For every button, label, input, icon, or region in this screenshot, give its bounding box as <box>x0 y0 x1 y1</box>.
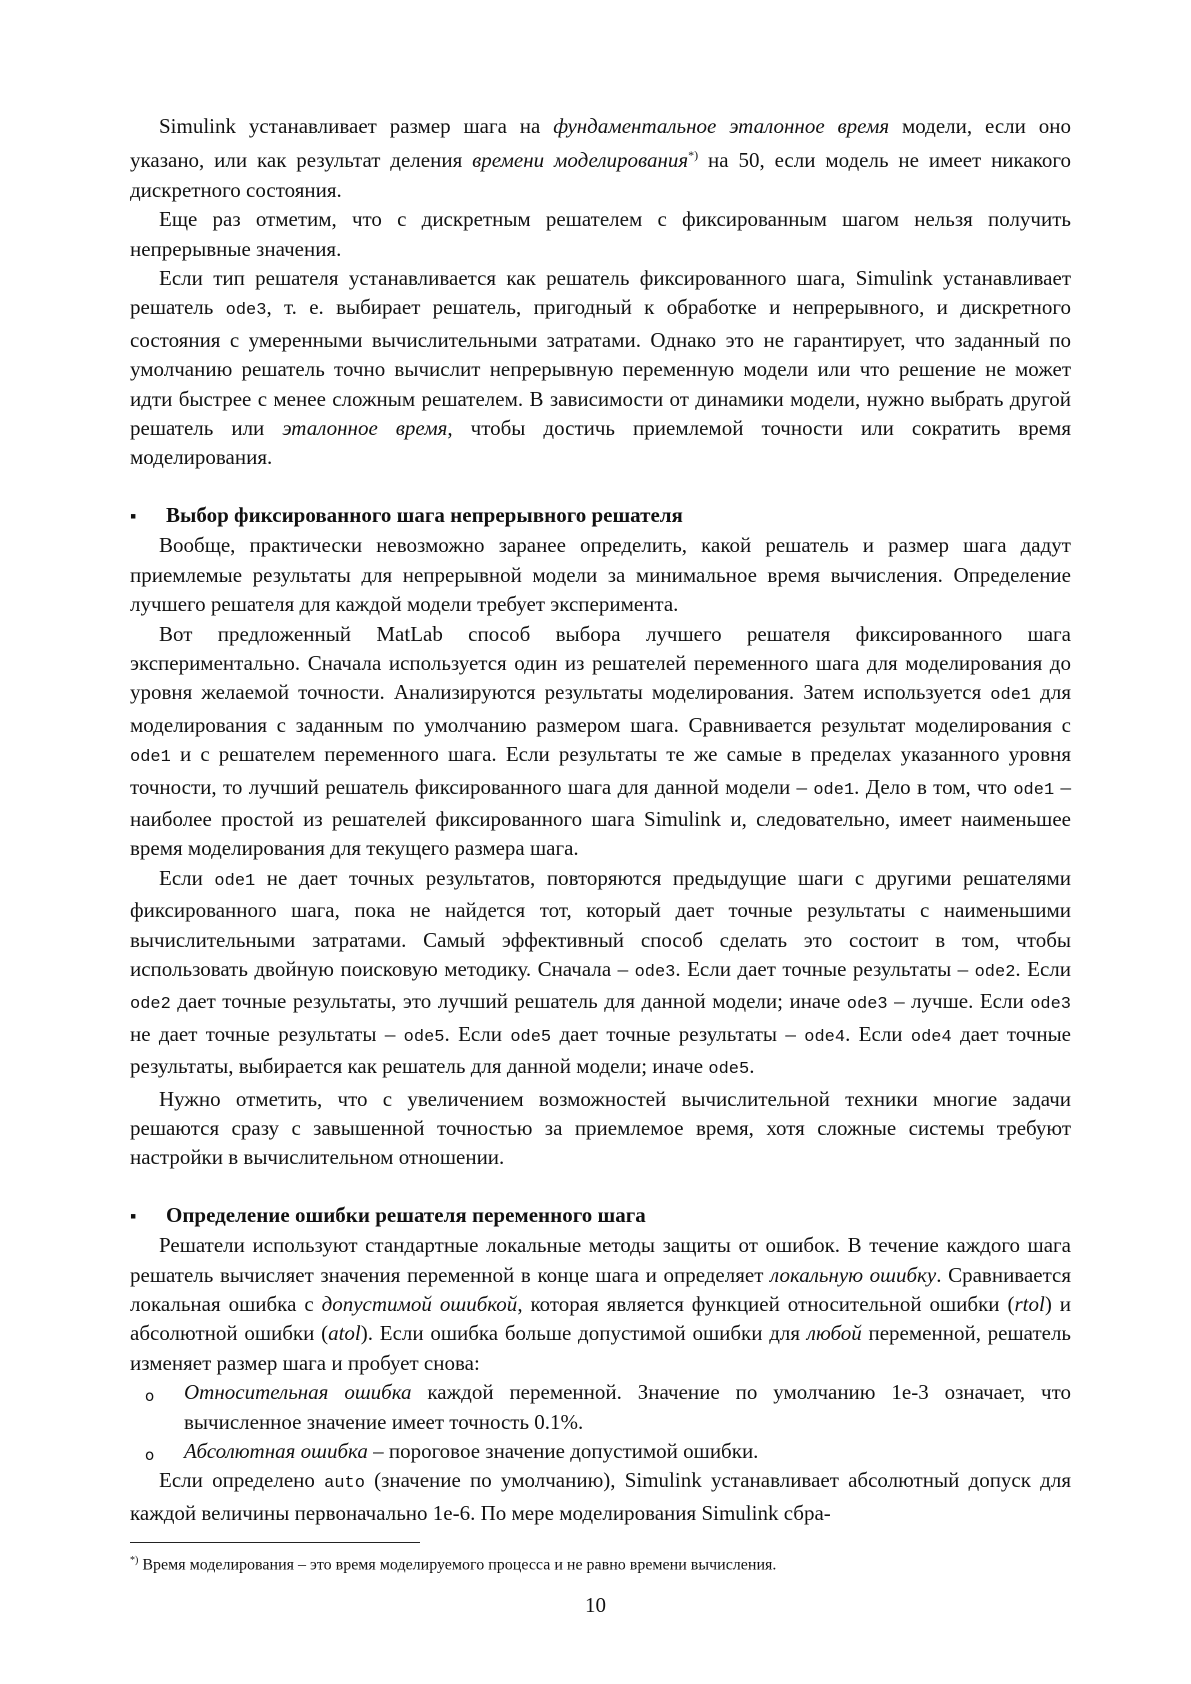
section-heading-variable-step-error <box>130 1201 1071 1231</box>
code-ode5: ode5 <box>708 1060 750 1080</box>
emphasis: Относительная ошибка <box>184 1380 412 1405</box>
paragraph-7: Нужно отметить, что с увеличением возможностей вычислительной техники многие задачи решаются сразу с завышенной точностью за приемлемое время, хотя сложные системы требуют настройки в вычислительном отношении. <box>130 1086 1071 1170</box>
paragraph-9 <box>130 1466 1071 1528</box>
text-run: для моделирования с заданным по умолчанию размером шага. Сравнивается результат моделирования с <box>130 680 1071 737</box>
text-run: Если <box>159 865 215 890</box>
code-ode2: ode2 <box>130 995 171 1015</box>
text-run: , чтобы достичь приемлемой точности или сократить время моделирования. <box>130 416 1072 470</box>
code-ode3: ode3 <box>634 962 676 982</box>
text-run: ) и абсолютной ошибки ( <box>130 1292 1071 1346</box>
code-ode1: ode1 <box>1013 780 1055 800</box>
paragraph-1 <box>130 112 1071 205</box>
heading-text: Определение ошибки решателя переменного шага <box>166 1202 646 1227</box>
text-run: дает точные результаты – <box>551 1021 805 1046</box>
text-run: , которая является функцией относительной ошибки ( <box>517 1292 1015 1317</box>
circle-bullet-icon: o <box>145 1387 155 1406</box>
paragraph-4: Вообще, практически невозможно заранее определить, какой решатель и размер шага дадут приемлемые результаты для непрерывной модели за минимальное время вычисления. Определение лучшего решателя для каждой модели требует эксперимента. <box>130 533 1071 617</box>
text-run: и с решателем переменного шага. Если результаты те же самые в пределах указанного уровня точности, то лучший решатель фиксированного шага для данной модели – <box>130 742 1071 799</box>
text-run: не дает точных результатов, повторяются предыдущие шаги с другими решателями фиксированного шага, пока не найдется тот, который дает точные результаты с наименьшими вычислительными затратами. Самый эффективный способ сделать это состоит в том, чтобы использовать двойную поисковую методику. Сначала – <box>130 865 1071 981</box>
text-run: . Дело в том, что <box>854 774 1014 799</box>
text-run: на 50, если модель не имеет никакого дискретного состояния. <box>130 148 1071 202</box>
emphasis: atol <box>328 1321 361 1346</box>
paragraph-8 <box>130 1231 1071 1378</box>
text-run: . Если <box>845 1021 911 1046</box>
code-ode1: ode1 <box>214 871 256 891</box>
emphasis: времени моделирования <box>472 148 689 173</box>
text-run: Вот предложенный MatLab способ выбора лучшего решателя фиксированного шага экспериментально. Сначала используется один из решателей переменного шага для моделирования до уровня желаемой точности. Анализируются результаты моделирования. Затем используется <box>130 621 1071 705</box>
spacer <box>130 473 1071 501</box>
text-run: ). Если ошибка больше допустимой ошибки для <box>360 1321 807 1346</box>
circle-bullet-icon: o <box>145 1446 155 1465</box>
emphasis: локальную ошибку <box>770 1262 937 1287</box>
text-run: . Если <box>1015 956 1071 981</box>
footnote-ref[interactable]: *) <box>688 148 699 163</box>
code-ode2: ode2 <box>974 962 1016 982</box>
code-ode5: ode5 <box>510 1027 552 1047</box>
spacer <box>130 1173 1071 1201</box>
text-run: , т. е. выбирает решатель, пригодный к обработке и непрерывного, и дискретного состояния с умеренными вычислительными затратами. Однако это не гарантирует, что заданный по умолчанию решатель точно вычислит непрерывную переменную модели или что решение не может идти быстрее с менее сложным решателем. В зависимости от динамики модели, нужно выбрать другой решатель или <box>130 295 1071 441</box>
code-ode1: ode1 <box>130 748 171 768</box>
text-run: дает точные результаты, это лучший решатель для данной модели; иначе <box>170 989 847 1014</box>
text-run: модели, если оно указано, или как результат деления <box>130 114 1072 173</box>
text-run: – наиболее простой из решателей фиксированного шага Simulink и, следовательно, имеет наименьшее время моделирования для текущего размера шага. <box>130 774 1071 861</box>
text-run: переменной, решатель изменяет размер шага и пробует снова: <box>130 1321 1072 1375</box>
paragraph-2: Еще раз отметим, что с дискретным решателем с фиксированным шагом нельзя получить непрерывные значения. <box>130 207 1071 261</box>
text-run: . Если дает точные результаты – <box>675 956 975 981</box>
footnote <box>130 1551 1071 1575</box>
text-run: Если тип решателя устанавливается как решатель фиксированного шага, Simulink устанавливает решатель <box>130 266 1071 320</box>
text-run: – лучше. Если <box>887 989 1031 1014</box>
text-run: Если определено <box>159 1468 325 1493</box>
text-run: Решатели используют стандартные локальные методы защиты от ошибок. В течение каждого шага решатель вычисляет значения переменной в конце шага и определяет <box>130 1233 1071 1287</box>
code-ode1: ode1 <box>813 780 855 800</box>
section-heading-fixed-step <box>130 501 1071 531</box>
code-ode3: ode3 <box>846 995 888 1015</box>
text-run: . Сравнивается локальная ошибка с <box>130 1262 1072 1317</box>
text-run: каждой переменной. Значение по умолчанию 1e-3 означает, что вычисленное значение имеет точность 0.1%. <box>184 1380 1071 1434</box>
paragraph-5 <box>130 620 1071 864</box>
code-ode1: ode1 <box>990 686 1032 706</box>
emphasis: любой <box>806 1321 862 1346</box>
error-types-list <box>130 1378 1071 1466</box>
code-ode3: ode3 <box>225 301 267 321</box>
text-run: не дает точные результаты – <box>130 1021 404 1046</box>
footnote-text: Время моделирования – это время моделируемого процесса и не равно времени вычисления. <box>138 1556 777 1574</box>
text-run: . <box>749 1054 755 1079</box>
paragraph-6 <box>130 864 1071 1085</box>
emphasis: фундаментальное эталонное время <box>553 114 890 138</box>
text-run: . Если <box>444 1021 511 1046</box>
emphasis: допустимой ошибкой <box>321 1292 518 1317</box>
heading-text: Выбор фиксированного шага непрерывного решателя <box>166 502 683 527</box>
footnote-divider <box>130 1542 420 1543</box>
bullet-square-icon: ▪ <box>130 505 137 526</box>
page-number: 10 <box>585 1593 606 1617</box>
emphasis: эталонное время <box>282 416 448 441</box>
page-body <box>130 112 1071 1528</box>
code-ode3: ode3 <box>1030 995 1072 1015</box>
paragraph-3 <box>130 264 1071 473</box>
emphasis: rtol <box>1014 1292 1045 1317</box>
emphasis: Абсолютная ошибка <box>184 1439 368 1464</box>
bullet-square-icon: ▪ <box>130 1205 137 1226</box>
code-ode4: ode4 <box>804 1027 846 1047</box>
list-item <box>130 1437 1071 1466</box>
text-run: – пороговое значение допустимой ошибки. <box>367 1439 759 1464</box>
text-run: (значение по умолчанию), Simulink устанавливает абсолютный допуск для каждой величины первоначально 1e-6. По мере моделирования Simulink сбра- <box>130 1468 1071 1525</box>
list-item <box>130 1378 1071 1437</box>
code-ode4: ode4 <box>910 1027 952 1047</box>
footnote-mark: *) <box>130 1555 139 1566</box>
text-run: Simulink устанавливает размер шага на <box>159 114 554 138</box>
code-ode5: ode5 <box>403 1027 445 1047</box>
text-run: дает точные результаты, выбирается как решатель для данной модели; иначе <box>130 1021 1071 1079</box>
code-auto: auto <box>324 1474 365 1494</box>
